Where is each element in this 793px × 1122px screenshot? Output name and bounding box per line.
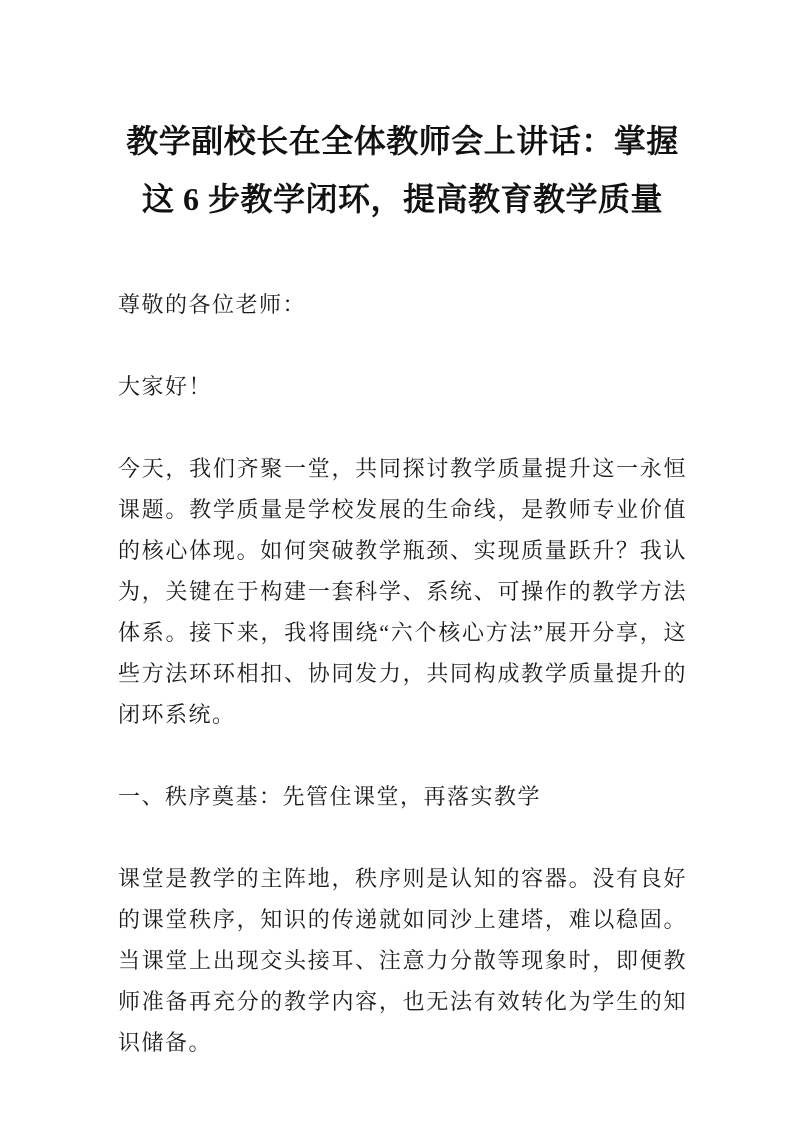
intro-paragraph: 今天，我们齐聚一堂，共同探讨教学质量提升这一永恒课题。教学质量是学校发展的生命线，是教师专业价值的核心体现。如何突破教学瓶颈、实现质量跃升？我认为，关键在于构建一套科学、系统、可操作的教学方法体系。接下来，我将围绕“六个核心方法”展开分享，这些方法环环相扣、协同发力，共同构成教学质量提升的闭环系统。 xyxy=(118,456,687,727)
greeting-paragraph: 大家好！ xyxy=(118,374,213,399)
document-title: 教学副校长在全体教师会上讲话：掌握这 6 步教学闭环，提高教育教学质量 xyxy=(126,123,679,217)
section-body-paragraph: 课堂是教学的主阵地，秩序则是认知的容器。没有良好的课堂秩序，知识的传递就如同沙上建塔，难以稳固。当课堂上出现交头接耳、注意力分散等现象时，即便教师准备再充分的教学内容，也无法有效转化为学生的知识储备。 xyxy=(118,866,687,1055)
section-heading: 一、秩序奠基：先管住课堂，再落实教学 xyxy=(118,784,542,809)
salutation-paragraph: 尊敬的各位老师： xyxy=(118,292,307,317)
